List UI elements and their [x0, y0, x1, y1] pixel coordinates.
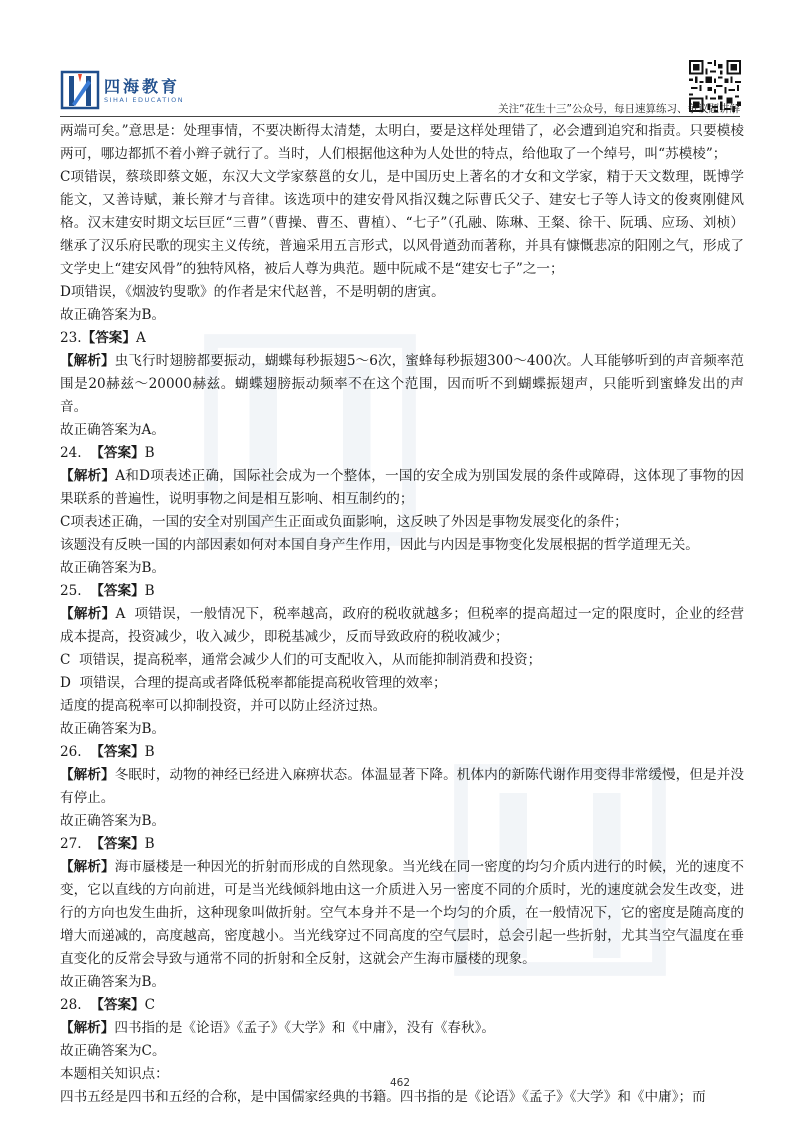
answer-line	[60, 580, 744, 603]
analysis-paragraph	[60, 350, 744, 419]
section-label: 【解析】	[60, 468, 116, 484]
analysis-paragraph	[60, 856, 744, 971]
text-paragraph	[60, 1086, 744, 1109]
logo-english-text: SIHAI EDUCATION	[104, 96, 185, 104]
paragraph-text: 海市蜃楼是一种因光的折射而形成的自然现象。当光线在同一密度的均匀介质内进行的时候，光的速度不变，它以直线的方向前进，可是当光线倾斜地由这一介质进入另一密度不同的介质时，光的速度就会发生改变，进行的方向也发生曲折，这种现象叫做折射。空气本身并不是一个均匀的介质，在一般情况下，它的密度是随高度的增大而递减的，高度越高，密度越小。当光线穿过不同高度的空气层时，总会引起一些折射，尤其当空气温度在垂直变化的反常会导致与通常不同的折射和全反射，这就会产生海市蜃楼的现象。	[60, 859, 745, 967]
paragraph-text: 冬眠时，动物的神经已经进入麻痹状态。体温显著下降。机体内的新陈代谢作用变得非常缓慢，但是并没有停止。	[60, 767, 745, 806]
header-slogan: 关注“花生十三”公众号，每日速算练习、争议题讲解	[498, 103, 740, 115]
question-number: 25.	[60, 583, 91, 599]
paragraph-text: C项错误，蔡琰即蔡文姬，东汉大文学家蔡邕的女儿，是中国历史上著名的才女和文学家，精于天文数理，既博学能文，又善诗赋，兼长辩才与音律。该选项中的建安骨风指汉魏之际曹氏父子、建安七子等人诗文的俊爽刚健风格。汉末建安时期文坛巨匠“三曹”（曹操、曹丕、曹植）、“七子”（孔融、陈琳、王粲、徐干、阮瑀、应玚、刘桢）继承了汉乐府民歌的现实主义传统，普遍采用五言形式，以风骨遒劲而著称，并具有慷慨悲凉的阳刚之气，形成了文学史上“建安风骨”的独特风格，被后人尊为典范。题中阮咸不是“建安七子”之一；	[60, 169, 744, 277]
text-paragraph	[60, 534, 744, 557]
paragraph-text: 适度的提高税率可以抑制投资，并可以防止经济过热。	[60, 698, 387, 714]
paragraph-text: C项表述正确，一国的安全对别国产生正面或负面影响，这反映了外因是事物发展变化的条件；	[60, 514, 628, 530]
answer-line	[60, 833, 744, 856]
section-label: 【解析】	[60, 606, 116, 622]
question-number: 26.	[60, 744, 91, 760]
analysis-paragraph	[60, 764, 744, 810]
paragraph-text: C	[144, 997, 156, 1013]
text-paragraph	[60, 166, 744, 281]
analysis-paragraph	[60, 1017, 744, 1040]
paragraph-text: 故正确答案为B。	[60, 813, 166, 829]
section-label: 【答案】	[90, 445, 145, 461]
paragraph-text: D 项错误，合理的提高或者降低税率都能提高税收管理的效率；	[60, 675, 447, 691]
paragraph-text: 虫飞行时翅膀都要振动，蝴蝶每秒振翅5～6次，蜜蜂每秒振翅300～400次。人耳能够听到的声音频率范围是20赫兹～20000赫兹。蝴蝶翅膀振动频率不在这个范围，因而听不到蝴蝶振翅声，只能听到蜜蜂发出的声音。	[60, 353, 745, 415]
paragraph-text: A和D项表述正确，国际社会成为一个整体，一国的安全成为别国发展的条件或障碍，这体现了事物的因果联系的普遍性，说明事物之间是相互影响、相互制约的；	[60, 468, 745, 507]
analysis-paragraph	[60, 603, 744, 649]
question-number: 23.	[60, 330, 82, 346]
question-number: 27.	[60, 836, 91, 852]
section-label: 【答案】	[90, 997, 145, 1013]
header-divider	[60, 116, 740, 117]
paragraph-text: 四书五经是四书和五经的合称，是中国儒家经典的书籍。四书指的是《论语》《孟子》《大学》和《中庸》；而	[60, 1089, 706, 1105]
paragraph-text: B	[144, 836, 155, 852]
question-number: 24.	[60, 445, 91, 461]
text-paragraph	[60, 695, 744, 718]
answer-line	[60, 327, 744, 350]
section-label: 【答案】	[90, 836, 145, 852]
page-number: 462	[389, 1077, 411, 1089]
text-paragraph	[60, 971, 744, 994]
answer-line	[60, 442, 744, 465]
answer-line	[60, 994, 744, 1017]
page-header	[0, 0, 800, 118]
text-paragraph	[60, 649, 744, 672]
logo	[60, 66, 210, 114]
answer-line	[60, 741, 744, 764]
paragraph-text: 故正确答案为B。	[60, 307, 166, 323]
section-label: 【答案】	[90, 744, 145, 760]
paragraph-text: 故正确答案为B。	[60, 721, 166, 737]
paragraph-text: 该题没有反映一国的内部因素如何对本国自身产生作用，因此与内因是事物变化发展根据的哲学道理无关。	[60, 537, 699, 553]
paragraph-text: D项错误，《烟波钓叟歌》的作者是宋代赵普，不是明朝的唐寅。	[60, 284, 445, 300]
paragraph-text: 故正确答案为B。	[60, 560, 166, 576]
logo-chinese-text: 四海教育	[104, 77, 181, 96]
paragraph-text: A	[136, 330, 146, 346]
paragraph-text: B	[144, 744, 155, 760]
paragraph-text: C 项错误，提高税率，通常会减少人们的可支配收入，从而能抑制消费和投资；	[60, 652, 542, 668]
text-paragraph	[60, 672, 744, 695]
document-body	[60, 120, 744, 1109]
paragraph-text: 故正确答案为C。	[60, 1043, 166, 1059]
paragraph-text: A 项错误，一般情况下，税率越高，政府的税收就越多；但税率的提高超过一定的限度时，企业的经营成本提高，投资减少，收入减少，即税基减少，反而导致政府的税收减少；	[60, 606, 745, 645]
paragraph-text: 本题相关知识点：	[60, 1066, 169, 1082]
section-label: 【答案】	[90, 583, 145, 599]
text-paragraph	[60, 557, 744, 580]
section-label: 【解析】	[60, 353, 115, 369]
text-paragraph	[60, 419, 744, 442]
paragraph-text: 故正确答案为A。	[60, 422, 165, 438]
text-paragraph	[60, 1040, 744, 1063]
text-paragraph	[60, 511, 744, 534]
section-label: 【解析】	[60, 767, 115, 783]
paragraph-text: B	[144, 583, 155, 599]
section-label: 【答案】	[81, 330, 136, 346]
section-label: 【解析】	[60, 859, 115, 875]
text-paragraph	[60, 718, 744, 741]
paragraph-text: B	[144, 445, 155, 461]
question-number: 28.	[60, 997, 91, 1013]
analysis-paragraph	[60, 465, 744, 511]
logo-mark-icon	[60, 70, 100, 110]
paragraph-text: 四书指的是《论语》《孟子》《大学》和《中庸》，没有《春秋》。	[114, 1020, 495, 1036]
text-paragraph	[60, 304, 744, 327]
paragraph-text: 故正确答案为B。	[60, 974, 166, 990]
text-paragraph	[60, 810, 744, 833]
text-paragraph	[60, 281, 744, 304]
paragraph-text: 两端可矣。”意思是：处理事情，不要决断得太清楚，太明白，要是这样处理错了，必会遭到追究和指责。只要模棱两可，哪边都抓不着小辫子就行了。当时，人们根据他这种为人处世的特点，给他取了一个绰号，叫“苏模棱”；	[60, 123, 744, 162]
section-label: 【解析】	[60, 1020, 115, 1036]
text-paragraph	[60, 120, 744, 166]
